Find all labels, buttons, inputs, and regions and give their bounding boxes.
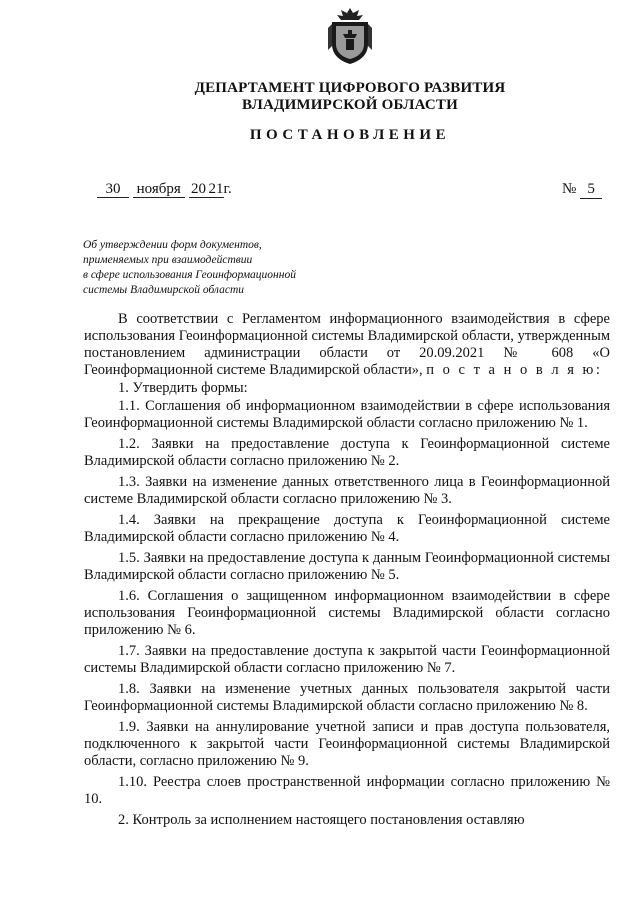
subject-line: в сфере использования Геоинформационной bbox=[83, 269, 296, 281]
date-year-suffix: 21 bbox=[208, 181, 224, 197]
department-name-line1: ДЕПАРТАМЕНТ ЦИФРОВОГО РАЗВИТИЯ bbox=[194, 80, 506, 96]
document-type-title: ПОСТАНОВЛЕНИЕ bbox=[249, 127, 451, 143]
item-1-4: 1.4. Заявки на прекращение доступа к Геоинформационной системе Владимирской области согласно приложению № 4. bbox=[84, 512, 610, 545]
number-value: 5 bbox=[580, 181, 602, 199]
item-1-8: 1.8. Заявки на изменение учетных данных пользователя закрытой части Геоинформационной системы Владимирской области согласно приложению № 8. bbox=[84, 681, 610, 714]
intro-text: В соответствии с Регламентом информационного взаимодействия в сфере использования Геоинформационной системы Владимирской области, утвержденным постановлением администрации области от 20.09.2021 № 608 «О Геоинформационной системе Владимирской области», bbox=[84, 311, 610, 378]
document-date bbox=[97, 181, 232, 198]
subject-line: применяемых при взаимодействии bbox=[83, 254, 253, 266]
item-1-2: 1.2. Заявки на предоставление доступа к Геоинформационной системе Владимирской области согласно приложению № 2. bbox=[84, 436, 610, 469]
date-day: 30 bbox=[97, 182, 129, 198]
document-subject bbox=[83, 238, 353, 298]
item-1-6: 1.6. Соглашения о защищенном информационном взаимодействии в сфере использования Геоинформационной системы Владимирской области согласно приложению № 6. bbox=[84, 588, 610, 638]
item-1-10: 1.10. Реестра слоев пространственной информации согласно приложению № 10. bbox=[84, 774, 610, 807]
item-1-3: 1.3. Заявки на изменение данных ответственного лица в Геоинформационной системе Владимирской области согласно приложению № 3. bbox=[84, 474, 610, 507]
item-1-1: 1.1. Соглашения об информационном взаимодействии в сфере использования Геоинформационной системы Владимирской области согласно приложению № 1. bbox=[84, 398, 610, 431]
intro-paragraph bbox=[84, 311, 610, 379]
date-month: ноября bbox=[133, 182, 185, 198]
date-year-mark: г. bbox=[223, 181, 232, 197]
department-name-line2: ВЛАДИМИРСКОЙ ОБЛАСТИ bbox=[242, 97, 458, 113]
item-1-9: 1.9. Заявки на аннулирование учетной записи и прав доступа пользователя, подключенного к закрытой части Геоинформационной системы Владимирской области, согласно приложению № 9. bbox=[84, 719, 610, 769]
number-sign: № bbox=[562, 181, 577, 197]
subject-line: Об утверждении форм документов, bbox=[83, 239, 262, 251]
subject-line: системы Владимирской области bbox=[83, 284, 244, 296]
item-1-7: 1.7. Заявки на предоставление доступа к закрытой части Геоинформационной системы Владимирской области согласно приложению № 7. bbox=[84, 643, 610, 676]
date-year-prefix: 20 bbox=[189, 182, 209, 198]
resolve-word: п о с т а н о в л я ю: bbox=[426, 362, 603, 378]
document-body bbox=[84, 311, 610, 829]
document-number bbox=[562, 181, 602, 199]
item-1-5: 1.5. Заявки на предоставление доступа к данным Геоинформационной системы Владимирской области согласно приложению № 5. bbox=[84, 550, 610, 583]
item-2: 2. Контроль за исполнением настоящего постановления оставляю bbox=[118, 812, 525, 828]
vladimir-coat-of-arms-icon bbox=[326, 6, 374, 66]
item-1: 1. Утвердить формы: bbox=[118, 380, 248, 396]
